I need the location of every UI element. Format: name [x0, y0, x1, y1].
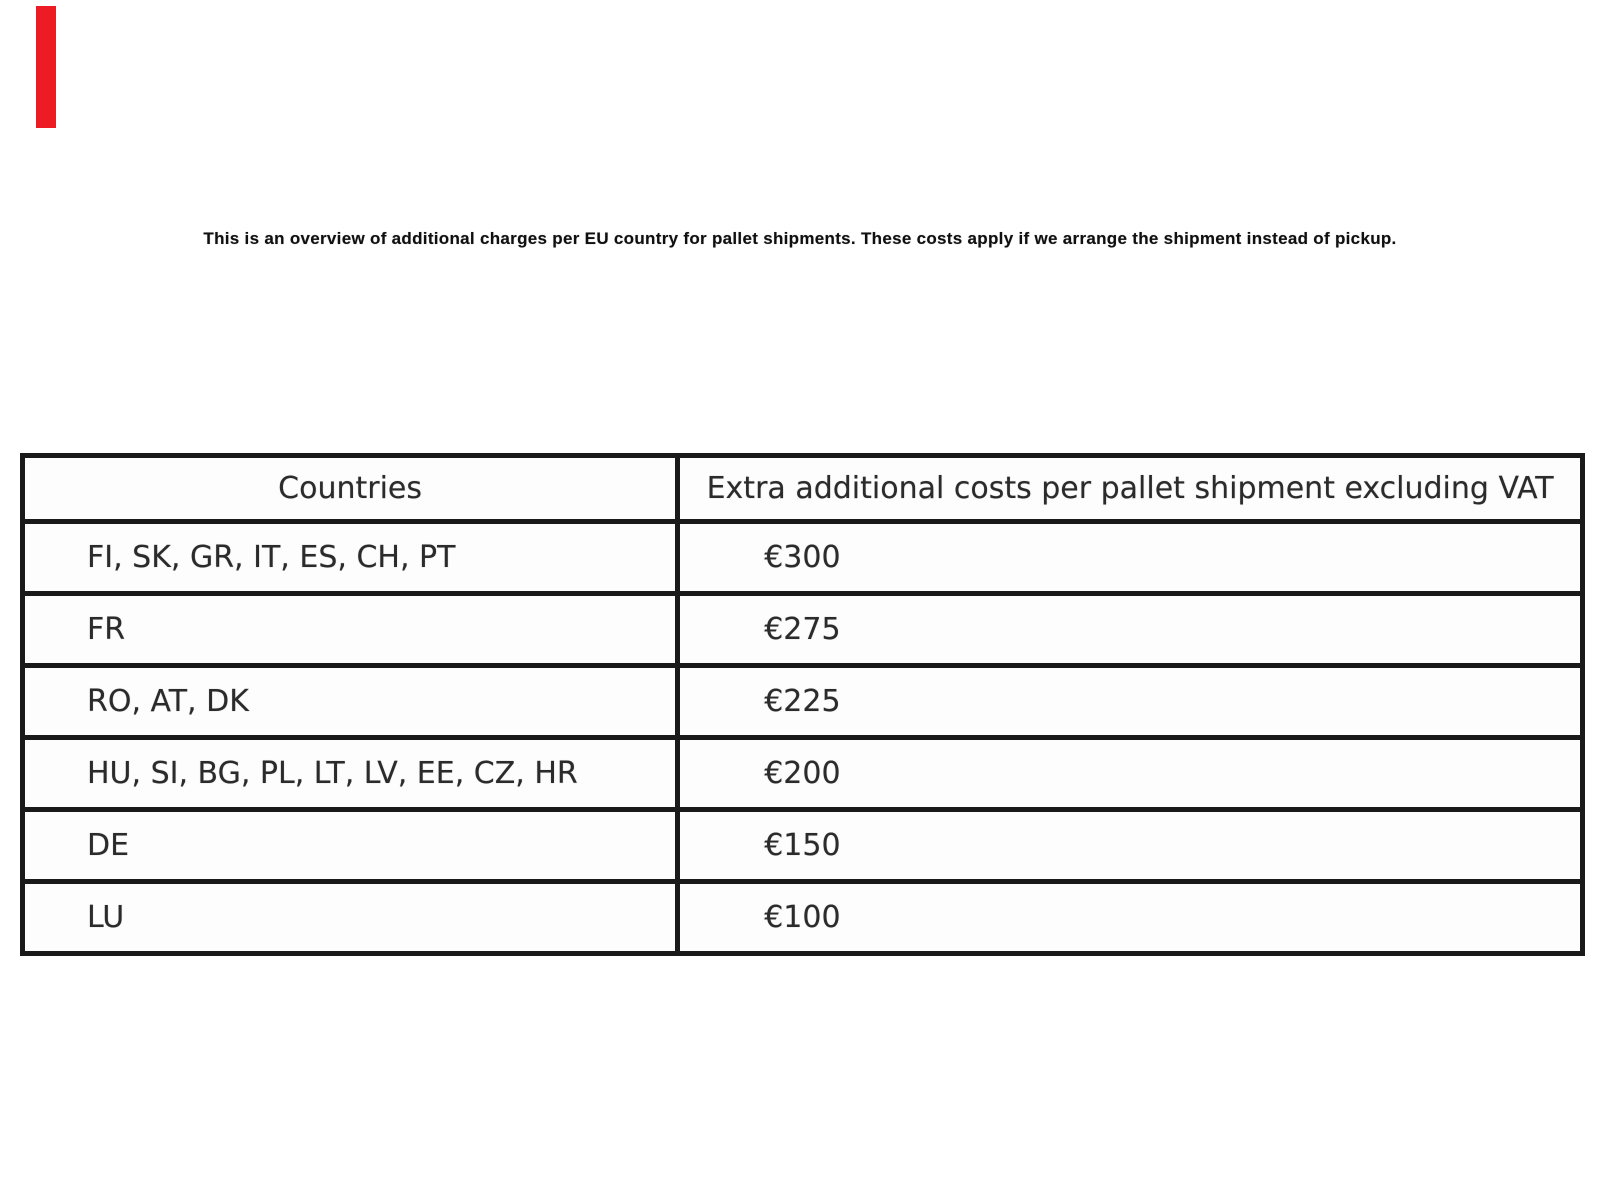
countries-cell: LU [23, 882, 678, 954]
table-header-row [23, 456, 1583, 522]
red-annotation-mark [36, 6, 56, 128]
cost-cell: €100 [678, 882, 1583, 954]
countries-cell: FI, SK, GR, IT, ES, CH, PT [23, 522, 678, 594]
table-row [23, 882, 1583, 954]
table-row [23, 738, 1583, 810]
table-row [23, 522, 1583, 594]
cost-cell: €300 [678, 522, 1583, 594]
cost-cell: €200 [678, 738, 1583, 810]
countries-cell: HU, SI, BG, PL, LT, LV, EE, CZ, HR [23, 738, 678, 810]
cost-cell: €275 [678, 594, 1583, 666]
countries-cell: FR [23, 594, 678, 666]
table-row [23, 810, 1583, 882]
countries-cell: RO, AT, DK [23, 666, 678, 738]
cost-cell: €150 [678, 810, 1583, 882]
column-header-countries: Countries [23, 456, 678, 522]
countries-cell: DE [23, 810, 678, 882]
intro-text: This is an overview of additional charges per EU country for pallet shipments. These costs apply if we arrange the shipment instead of pickup. [203, 229, 1397, 248]
table-row [23, 594, 1583, 666]
cost-cell: €225 [678, 666, 1583, 738]
charges-table [20, 453, 1585, 956]
column-header-extra-costs: Extra additional costs per pallet shipment excluding VAT [678, 456, 1583, 522]
table-row [23, 666, 1583, 738]
